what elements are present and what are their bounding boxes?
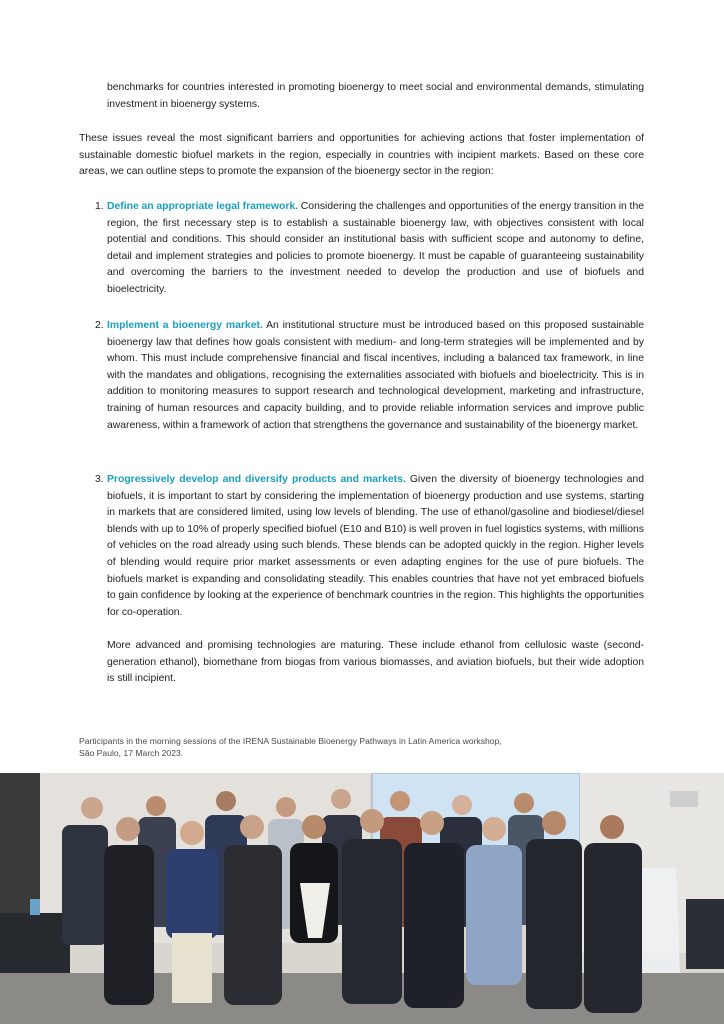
list-number: 1.	[95, 201, 104, 212]
intro-paragraph: These issues reveal the most significant barriers and opportunities for achieving actions that foster implementation of sustainable domestic biofuel markets in the region, especially in countries with incipient markets. Based on these core areas, we can outline steps to promote the expansion of the bioenergy sector in the region:	[79, 133, 644, 178]
list-item-diversify-markets	[95, 472, 644, 688]
group-photo-illustration	[0, 773, 724, 1024]
caption-line: Participants in the morning sessions of the IRENA Sustainable Bioenergy Pathways in Latin America workshop,	[79, 736, 502, 746]
list-item-heading: Define an appropriate legal framework.	[107, 201, 299, 212]
list-item-legal-framework	[95, 199, 644, 299]
participants	[62, 789, 642, 1013]
list-item-text: Given the diversity of bioenergy technologies and biofuels, it is important to start by considering the implementation of bioenergy production and use systems, starting in markets that are considered limited, using low levels of blending. The use of ethanol/gasoline and biodiesel/diesel blends with up to 10% of properly specified biofuel (E10 and B10) is well proven in fuel logistics systems, with millions of vehicles on the road already using such blends. These blends can be adopted quickly in the region. Higher levels of blending would require prior market assessments or even adapting engines for the use of pure biofuels. The biofuels market is expanding and consolidating steadily. This enables countries that have not yet embraced biofuels to gain confidence by looking at the experience of benchmark countries in the region. This highlights the opportunities for co-operation.	[107, 474, 644, 618]
list-number: 3.	[95, 474, 104, 485]
list-item-bioenergy-market	[95, 318, 644, 434]
list-item-heading: Implement a bioenergy market.	[107, 320, 263, 331]
group-photo	[0, 773, 724, 1024]
list-item-heading: Progressively develop and diversify products and markets.	[107, 474, 406, 485]
list-item-text: Considering the challenges and opportunities of the energy transition in the region, the first necessary step is to establish a sustainable bioenergy law, with objectives consistent with local potential and conditions. This should consider an institutional basis with sufficient scope and autonomy to define, detail and implement strategies and policies to promote bioenergy. It must be capable of guaranteeing sustainability and overcoming the barriers to the investment needed to develop the production and use of biofuels and bioelectricity.	[107, 201, 644, 295]
caption-line: São Paulo, 17 March 2023.	[79, 747, 184, 758]
list-item-second-paragraph: More advanced and promising technologies are maturing. These include ethanol from cellulosic waste (second-generation ethanol), biomethane from biogas from various biomasses, and aviation biofuels, but their wide adoption is still incipient.	[107, 639, 644, 685]
list-item-text: An institutional structure must be introduced based on this proposed sustainable bioenergy law that defines how goals consistent with medium- and long-term strategies will be implemented and by whom. This must include comprehensive financial and fiscal incentives, including a balanced tax framework, in line with the mandates and obligations, recognising the externalities associated with biofuels and bioelectricity. This is in addition to monitoring measures to support research and technological development, marketing and infrastructure, training of human resources and capacity building, and to provide reliable information services and improve public awareness, within a framework of action that strengthens the governance and sustainability of the bioenergy market.	[107, 320, 644, 431]
list-item-body	[107, 318, 644, 434]
intro-continuation-paragraph: benchmarks for countries interested in promoting bioenergy to meet social and environmental demands, stimulating investment in bioenergy systems.	[107, 82, 644, 110]
photo-caption	[79, 736, 599, 759]
list-item-body	[107, 199, 644, 299]
list-item-body	[107, 472, 644, 621]
list-number: 2.	[95, 320, 104, 331]
